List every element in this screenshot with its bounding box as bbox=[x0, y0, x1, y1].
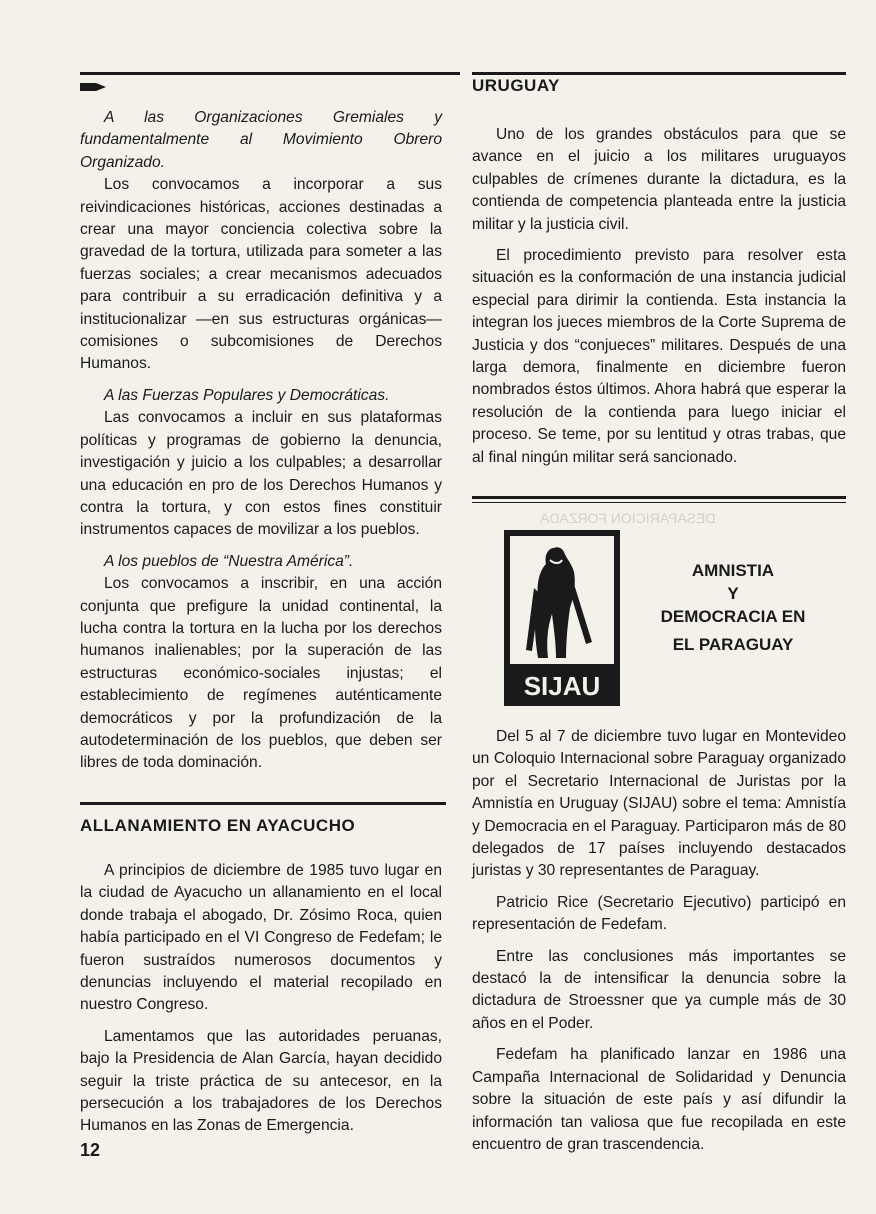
top-rule-left bbox=[80, 72, 460, 75]
amnistia-title-line: EL PARAGUAY bbox=[672, 635, 794, 654]
amnistia-title bbox=[628, 557, 838, 659]
amnistia-body bbox=[472, 726, 846, 1156]
amnistia-title-line: DEMOCRACIA EN bbox=[660, 607, 806, 626]
arrow-icon bbox=[80, 80, 106, 94]
amnistia-paragraph: Del 5 al 7 de diciembre tuvo lugar en Montevideo un Coloquio Internacional sobre Paraguay organizado por el Secretario Internacional de Juristas por la Amnistía en Uruguay (SIJAU) sobre el tema: Amnistía y Democracia en el Paraguay. Participaron más de 80 delegados de 17 países incluyendo destacados juristas y 30 representantes de Paraguay. bbox=[472, 728, 846, 880]
bleed-through-text: DESAPARICION FORZADA bbox=[540, 510, 716, 526]
head-pueblos: A los pueblos de “Nuestra América”. bbox=[104, 552, 354, 570]
amnistia-paragraph: Entre las conclusiones más importantes se destacó la de intensificar la denuncia sobre la dictadura de Stroessner que ya cumple más de 30 años en el Poder. bbox=[472, 947, 846, 1032]
left-intro-column bbox=[80, 107, 442, 775]
uruguay-paragraph: Uno de los grandes obstáculos para que se avance en el juicio a los militares uruguayos culpables de crímenes durante la dictadura, es la contienda de competencia planteada entre la justicia militar y la justicia civil. bbox=[472, 126, 846, 233]
top-rule-right bbox=[472, 72, 846, 75]
sijau-logo bbox=[504, 530, 620, 706]
allanamiento-rule bbox=[80, 802, 446, 805]
body-organizaciones: Los convocamos a incorporar a sus reivindicaciones históricas, acciones destinadas a crear una mayor conciencia colectiva sobre la gravedad de la tortura, utilizada para someter a las fuerzas sociales; a crear mecanismos adecuados para contribuir a su erradicación definitiva y a institucionalizar —en sus estructuras orgánicas— comisiones o subcomisiones de Derechos Humanos. bbox=[80, 176, 442, 373]
uruguay-paragraph: El procedimiento previsto para resolver esta situación es la conformación de una instancia judicial especial para dirimir la contienda. Esta instancia la integran los jueces miembros de la Corte Suprema de Justicia y dos “conjueces” militares. Después de una larga demora, finalmente en diciembre fueron nombrados éstos últimos. Ahora habrá que esperar la resolución de la contienda para luego iniciar el proceso. Se teme, por su lentitud y otras trabas, que al final ningún militar será sancionado. bbox=[472, 247, 846, 466]
sijau-logo-text: SIJAU bbox=[523, 671, 601, 701]
body-pueblos: Los convocamos a inscribir, en una acción conjunta que prefigure la unidad continental, la lucha contra la tortura en la lucha por los derechos humanos inalienables; por la superación de las estructuras económico-sociales injustas; el establecimiento de regímenes auténticamente democráticos y por la profundización de la autodeterminación de los pueblos, que deben ser libres de toda dominación. bbox=[80, 575, 442, 772]
allanamiento-paragraph: Lamentamos que las autoridades peruanas, bajo la Presidencia de Alan García, hayan decidido seguir la triste práctica de su antecesor, en la persecución a los trabajadores de los Derechos Humanos en las Zonas de Emergencia. bbox=[80, 1027, 442, 1135]
amnistia-paragraph: Patricio Rice (Secretario Ejecutivo) participó en representación de Fedefam. bbox=[472, 893, 846, 934]
allanamiento-title: ALLANAMIENTO EN AYACUCHO bbox=[80, 816, 356, 835]
allanamiento-paragraph: A principios de diciembre de 1985 tuvo lugar en la ciudad de Ayacucho un allanamiento en el local donde trabaja el abogado, Dr. Zósimo Roca, quien había participado en el VI Congreso de Fedefam; le fueron sustraídos numerosos documentos y denuncias incluyendo el material recopilado en nuestro Congreso. bbox=[80, 862, 442, 1014]
amnistia-rule bbox=[472, 496, 846, 499]
amnistia-title-line: AMNISTIA bbox=[691, 561, 775, 580]
amnistia-rule-thin bbox=[472, 502, 846, 503]
amnistia-title-line: Y bbox=[727, 584, 739, 603]
allanamiento-body bbox=[80, 860, 442, 1138]
uruguay-title: URUGUAY bbox=[472, 76, 560, 95]
head-organizaciones: A las Organizaciones Gremiales y fundamentalmente al Movimiento Obrero Organizado. bbox=[80, 109, 442, 171]
head-fuerzas: A las Fuerzas Populares y Democráticas. bbox=[104, 386, 390, 404]
amnistia-paragraph: Fedefam ha planificado lanzar en 1986 una Campaña Internacional de Solidaridad y Denuncia sobre la situación de este país y así difundir la información tan valiosa que fue recopilada en este encuentro de gran trascendencia. bbox=[472, 1046, 846, 1153]
page-number: 12 bbox=[80, 1140, 101, 1160]
uruguay-body bbox=[472, 124, 846, 469]
body-fuerzas: Las convocamos a incluir en sus plataformas políticas y programas de gobierno la denuncia, investigación y juicio a los culpables; a desarrollar una educación en pro de los Derechos Humanos y contra la tortura, y con estos fines constituir instrumentos capaces de movilizar a los pueblos. bbox=[80, 409, 442, 539]
